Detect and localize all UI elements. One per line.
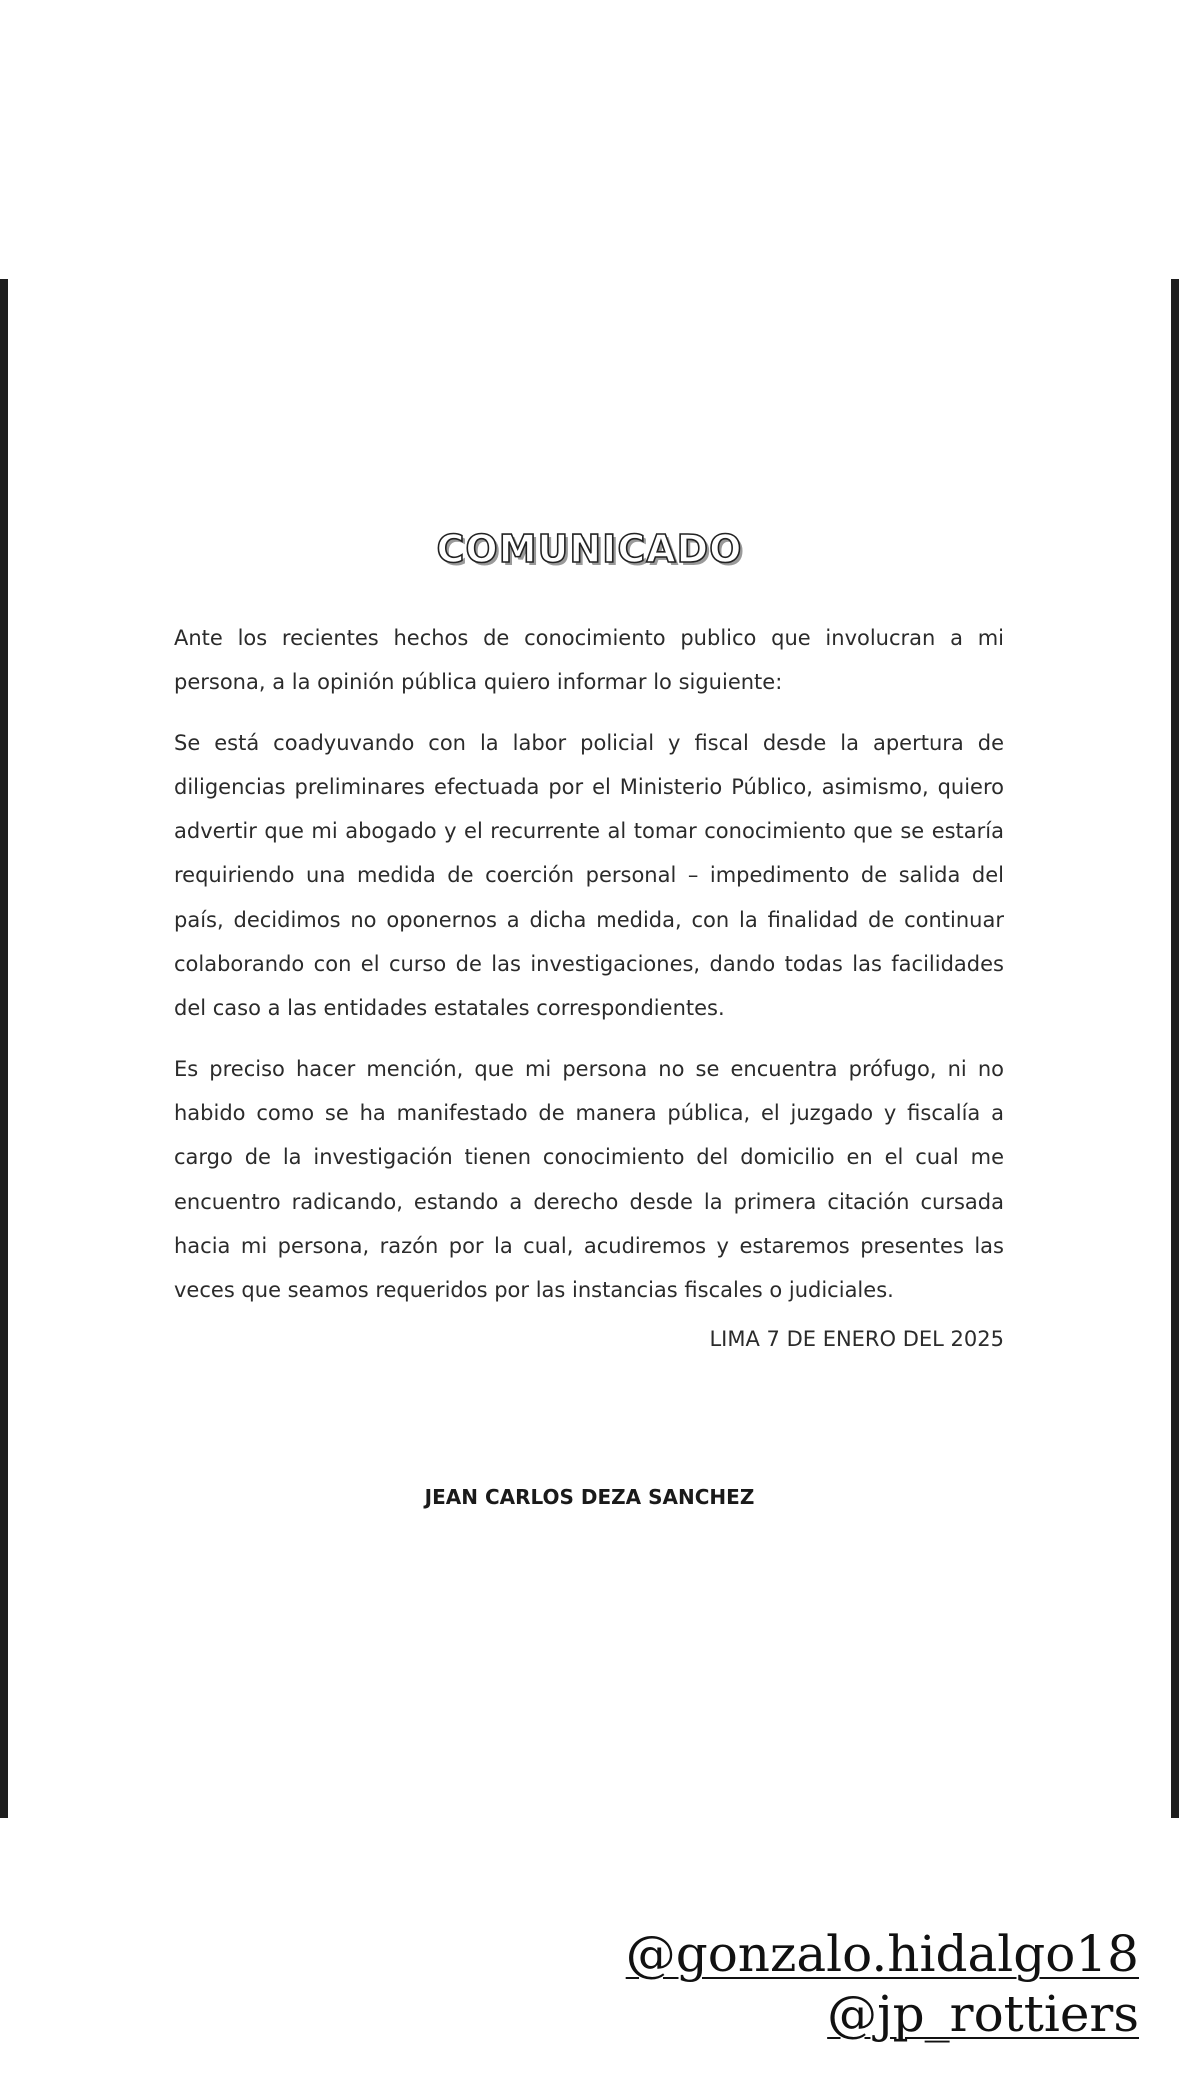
document-right-edge xyxy=(1171,279,1179,1818)
document-left-edge xyxy=(0,279,8,1818)
document-body xyxy=(174,616,1004,1328)
paragraph-3: Es preciso hacer mención, que mi persona no se encuentra prófugo, ni no habido como se ha manifestado de manera pública, el juzgado y fiscalía a cargo de la investigación tienen conocimiento del domicilio en el cual me encuentro radicando, estando a derecho desde la primera citación cursada hacia mi persona, razón por la cual, acudiremos y estaremos presentes las veces que seamos requeridos por las instancias fiscales o judiciales. xyxy=(174,1056,1004,1303)
document-date: LIMA 7 DE ENERO DEL 2025 xyxy=(709,1327,1004,1351)
document-title: COMUNICADO xyxy=(436,527,743,571)
mention-stickers xyxy=(626,1924,1139,2044)
mention-gonzalo-hidalgo[interactable]: @gonzalo.hidalgo18 xyxy=(625,1925,1139,1983)
paragraph-1: Ante los recientes hechos de conocimiento publico que involucran a mi persona, a la opinión pública quiero informar lo siguiente: xyxy=(174,626,1004,695)
mention-jp-rottiers[interactable]: @jp_rottiers xyxy=(827,1985,1139,2043)
document-signature: JEAN CARLOS DEZA SANCHEZ xyxy=(424,1485,755,1509)
paragraph-2: Se está coadyuvando con la labor policial y fiscal desde la apertura de diligencias preliminares efectuada por el Ministerio Público, asimismo, quiero advertir que mi abogado y el recurrente al tomar conocimiento que se estaría requiriendo una medida de coerción personal – impedimento de salida del país, decidimos no oponernos a dicha medida, con la finalidad de continuar colaborando con el curso de las investigaciones, dando todas las facilidades del caso a las entidades estatales correspondientes. xyxy=(174,730,1004,1021)
document-image xyxy=(0,279,1179,1818)
